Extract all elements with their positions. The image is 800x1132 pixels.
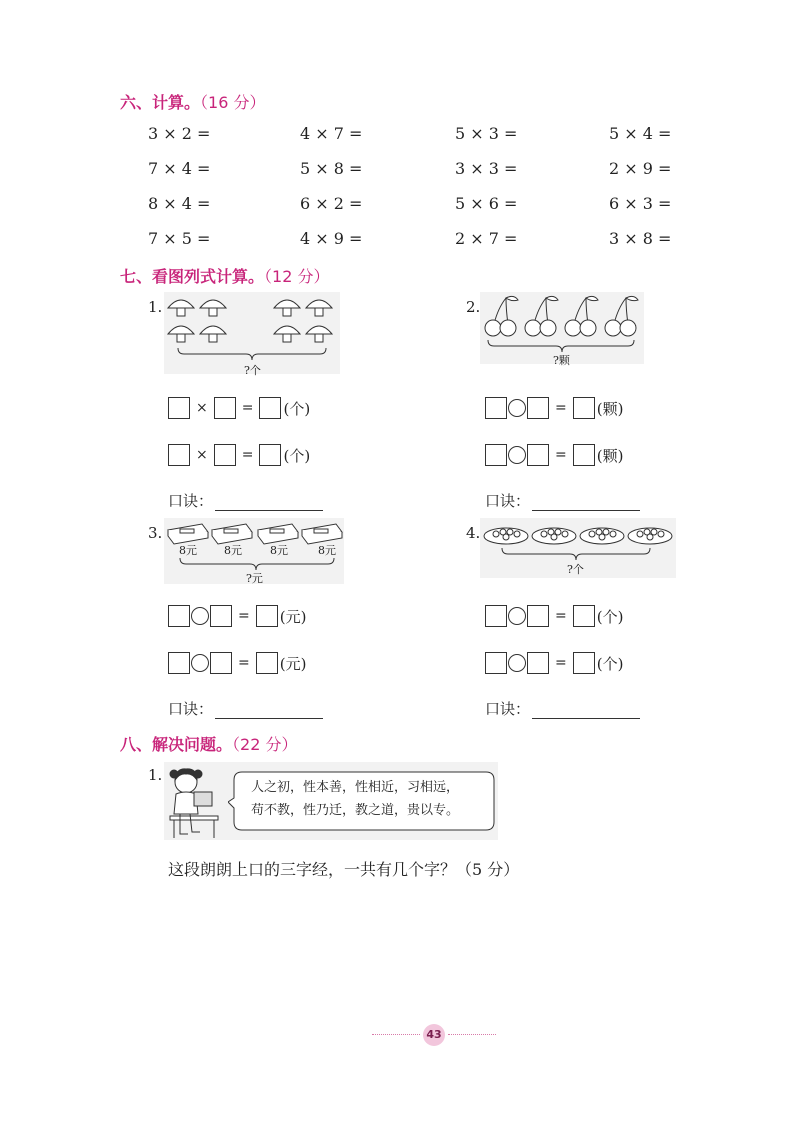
- equals-sign: =: [238, 655, 250, 671]
- answer-box[interactable]: [485, 652, 507, 674]
- section8-heading: 八、解决问题。: [120, 735, 233, 754]
- unit-label: (个): [596, 607, 624, 626]
- equals-sign: =: [238, 608, 250, 624]
- problem2-number: 2.: [466, 298, 481, 316]
- answer-box[interactable]: [573, 652, 595, 674]
- multiply-sign: ×: [196, 447, 208, 463]
- equals-sign: =: [555, 447, 567, 463]
- equals-sign: =: [241, 447, 254, 463]
- koujue-label: 口诀：: [485, 492, 531, 510]
- problem1-koujue: [168, 490, 323, 511]
- calc-item: 5 × 6 =: [455, 194, 518, 213]
- calc-item: 5 × 8 =: [300, 159, 363, 178]
- answer-box[interactable]: [168, 397, 190, 419]
- koujue-blank[interactable]: [532, 702, 640, 719]
- answer-box[interactable]: [214, 444, 236, 466]
- problem4-label: ?个: [567, 563, 584, 576]
- problem2-equation-row: [485, 444, 623, 466]
- answer-box[interactable]: [168, 444, 190, 466]
- calc-item: 7 × 5 =: [148, 229, 211, 248]
- answer-box[interactable]: [527, 444, 549, 466]
- section7-heading: 七、看图列式计算。: [120, 267, 265, 286]
- answer-box[interactable]: [168, 652, 190, 674]
- problem2-koujue: [485, 490, 640, 511]
- operator-circle[interactable]: [508, 607, 526, 625]
- calc-item: 8 × 4 =: [148, 194, 211, 213]
- answer-box[interactable]: [573, 605, 595, 627]
- problem1-label: ?个: [244, 364, 261, 377]
- koujue-label: 口诀：: [485, 700, 531, 718]
- calc-item: 3 × 8 =: [609, 229, 672, 248]
- section6-points: （16 分）: [200, 93, 266, 112]
- answer-box[interactable]: [573, 397, 595, 419]
- price-label: 8元: [179, 544, 197, 557]
- answer-box[interactable]: [210, 605, 232, 627]
- footer-divider-right: [448, 1034, 496, 1035]
- section8-problem-number: 1.: [148, 766, 163, 784]
- equals-sign: =: [555, 655, 567, 671]
- unit-label: (元): [279, 607, 307, 626]
- answer-box[interactable]: [485, 605, 507, 627]
- equals-sign: =: [555, 400, 567, 416]
- bubble-line-2: 苟不教，性乃迁，教之道，贵以专。: [251, 803, 460, 818]
- operator-circle[interactable]: [508, 446, 526, 464]
- section7-title: [120, 264, 329, 287]
- unit-label: (个): [283, 399, 311, 418]
- answer-box[interactable]: [527, 605, 549, 627]
- calc-item: 5 × 3 =: [455, 124, 518, 143]
- calc-item: 3 × 2 =: [148, 124, 211, 143]
- calc-item: 3 × 3 =: [455, 159, 518, 178]
- unit-label: (个): [596, 654, 624, 673]
- problem2-equation-row: [485, 397, 623, 419]
- price-label: 8元: [224, 544, 242, 557]
- problem1-equation-row: [168, 397, 310, 419]
- answer-box[interactable]: [210, 652, 232, 674]
- answer-box[interactable]: [485, 397, 507, 419]
- bubble-line-1: 人之初，性本善，性相近，习相远，: [251, 780, 460, 795]
- problem1-equation-row: [168, 444, 310, 466]
- koujue-label: 口诀：: [168, 700, 214, 718]
- calc-item: 6 × 2 =: [300, 194, 363, 213]
- problem3-equation-row: [168, 652, 306, 674]
- answer-box[interactable]: [256, 605, 278, 627]
- operator-circle[interactable]: [191, 654, 209, 672]
- unit-label: (颗): [596, 446, 624, 465]
- koujue-blank[interactable]: [532, 494, 640, 511]
- calc-item: 7 × 4 =: [148, 159, 211, 178]
- section6-heading: 六、计算。: [120, 93, 201, 112]
- unit-label: (颗): [596, 399, 624, 418]
- equals-sign: =: [555, 608, 567, 624]
- section6-title: [120, 90, 265, 113]
- question-text: 这段朗朗上口的三字经，一共有几个字？（5 分）: [168, 860, 520, 879]
- problem4-equation-row: [485, 652, 623, 674]
- answer-box[interactable]: [573, 444, 595, 466]
- girl-reading-icon: [166, 762, 228, 840]
- problem3-equation-row: [168, 605, 306, 627]
- operator-circle[interactable]: [508, 399, 526, 417]
- calc-item: 4 × 7 =: [300, 124, 363, 143]
- problem4-equation-row: [485, 605, 623, 627]
- answer-box[interactable]: [256, 652, 278, 674]
- answer-box[interactable]: [259, 397, 281, 419]
- answer-box[interactable]: [527, 652, 549, 674]
- section7-points: （12 分）: [264, 267, 330, 286]
- answer-box[interactable]: [527, 397, 549, 419]
- answer-box[interactable]: [485, 444, 507, 466]
- koujue-blank[interactable]: [215, 494, 323, 511]
- koujue-blank[interactable]: [215, 702, 323, 719]
- calc-item: 2 × 9 =: [609, 159, 672, 178]
- calc-item: 4 × 9 =: [300, 229, 363, 248]
- answer-box[interactable]: [214, 397, 236, 419]
- price-label: 8元: [270, 544, 288, 557]
- calc-item: 5 × 4 =: [609, 124, 672, 143]
- unit-label: (元): [279, 654, 307, 673]
- page-number: 43: [423, 1024, 445, 1046]
- problem4-number: 4.: [466, 524, 481, 542]
- section8-points: （22 分）: [232, 735, 298, 754]
- operator-circle[interactable]: [508, 654, 526, 672]
- koujue-label: 口诀：: [168, 492, 214, 510]
- unit-label: (个): [283, 446, 311, 465]
- multiply-sign: ×: [196, 400, 208, 416]
- problem4-koujue: [485, 698, 640, 719]
- operator-circle[interactable]: [191, 607, 209, 625]
- problem2-label: ?颗: [553, 354, 570, 367]
- calc-item: 2 × 7 =: [455, 229, 518, 248]
- problem1-number: 1.: [148, 298, 163, 316]
- problem3-label: ?元: [246, 572, 263, 585]
- calc-item: 6 × 3 =: [609, 194, 672, 213]
- problem3-number: 3.: [148, 524, 163, 542]
- equals-sign: =: [241, 400, 254, 416]
- section8-title: [120, 732, 297, 755]
- problem3-koujue: [168, 698, 323, 719]
- answer-box[interactable]: [259, 444, 281, 466]
- answer-box[interactable]: [168, 605, 190, 627]
- footer-divider-left: [372, 1034, 420, 1035]
- price-label: 8元: [318, 544, 336, 557]
